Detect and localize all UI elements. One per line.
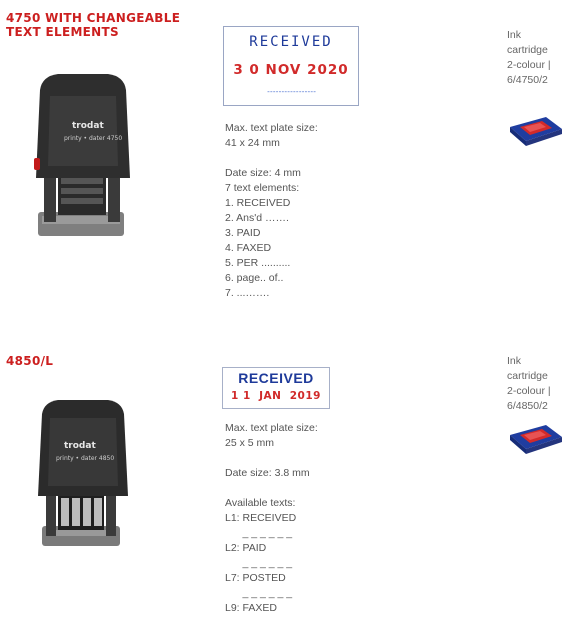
stamp-4750-brand: trodat — [72, 121, 104, 131]
spec-line: 3. PAID — [225, 227, 261, 239]
spec-line: 25 x 5 mm — [225, 437, 275, 449]
spec-line: 6. page.. of.. — [225, 272, 284, 284]
spec-line: _ _ _ _ _ _ — [225, 587, 293, 599]
spec-line: _ _ _ _ _ _ — [225, 527, 293, 539]
spec-line: L7: POSTED — [225, 572, 286, 584]
ink-pad-icon — [506, 421, 566, 457]
ink-line: cartridge — [507, 44, 548, 56]
spec-line: 7 text elements: — [225, 182, 300, 194]
product-title-line: TEXT ELEMENTS — [6, 25, 119, 39]
spec-line: 1. RECEIVED — [225, 197, 291, 209]
product-title-line: 4850/L — [6, 354, 54, 368]
imprint-line2: 3 0 NOV 2020 — [233, 62, 349, 78]
stamp-4850-model: printy • dater 4850 — [56, 455, 115, 462]
ink-line: 2-colour | — [507, 385, 551, 397]
ink-pad-icon — [506, 113, 566, 149]
specs-4750 — [225, 121, 425, 301]
spec-line: 41 x 24 mm — [225, 137, 280, 149]
ink-line: 6/4750/2 — [507, 74, 548, 86]
spec-line: L9: FAXED — [225, 602, 277, 614]
ink-line: cartridge — [507, 370, 548, 382]
spec-line: _ _ _ _ _ _ — [225, 557, 293, 569]
imprint-dotted-line: - - - - - - - - - - - - - - - - - — [267, 87, 315, 96]
spec-line — [225, 451, 425, 466]
stamp-4850-graphic — [34, 398, 134, 552]
product-title-4850 — [6, 354, 53, 368]
ink-line: 2-colour | — [507, 59, 551, 71]
imprint-line2: 1 1 JAN 2019 — [231, 390, 321, 402]
spec-line — [225, 151, 425, 166]
ink-pad-4750-image — [506, 113, 566, 149]
spec-line: 5. PER .......... — [225, 257, 291, 269]
stamp-4750-graphic — [28, 70, 140, 240]
product-title-4750 — [6, 11, 180, 39]
imprint-preview-4850 — [222, 367, 330, 409]
product-title-line: 4750 WITH CHANGEABLE — [6, 11, 181, 25]
spec-line: 7. ...……. — [225, 287, 270, 299]
spec-line: L2: PAID — [225, 542, 267, 554]
imprint-line1: RECEIVED — [249, 34, 333, 50]
spec-line: Available texts: — [225, 497, 296, 509]
specs-4850 — [225, 421, 425, 616]
stamp-4750-model: printy • dater 4750 — [64, 135, 123, 142]
spec-line: L1: RECEIVED — [225, 512, 297, 524]
stamp-4850-image — [34, 398, 134, 552]
ink-cartridge-info-4850 — [507, 354, 577, 414]
ink-cartridge-info-4750 — [507, 28, 577, 88]
ink-line: Ink — [507, 355, 522, 367]
spec-line — [225, 481, 425, 496]
spec-line: 2. Ans'd ……. — [225, 212, 289, 224]
imprint-line1: RECEIVED — [238, 370, 314, 386]
imprint-preview-4750 — [223, 26, 359, 106]
spec-line: Max. text plate size: — [225, 122, 318, 134]
ink-line: Ink — [507, 29, 522, 41]
ink-line: 6/4850/2 — [507, 400, 548, 412]
spec-line: Max. text plate size: — [225, 422, 318, 434]
ink-pad-4850-image — [506, 421, 566, 457]
stamp-4850-brand: trodat — [64, 441, 96, 451]
spec-line: Date size: 4 mm — [225, 167, 301, 179]
stamp-4750-image — [28, 70, 140, 240]
spec-line: Date size: 3.8 mm — [225, 467, 310, 479]
spec-line: 4. FAXED — [225, 242, 272, 254]
